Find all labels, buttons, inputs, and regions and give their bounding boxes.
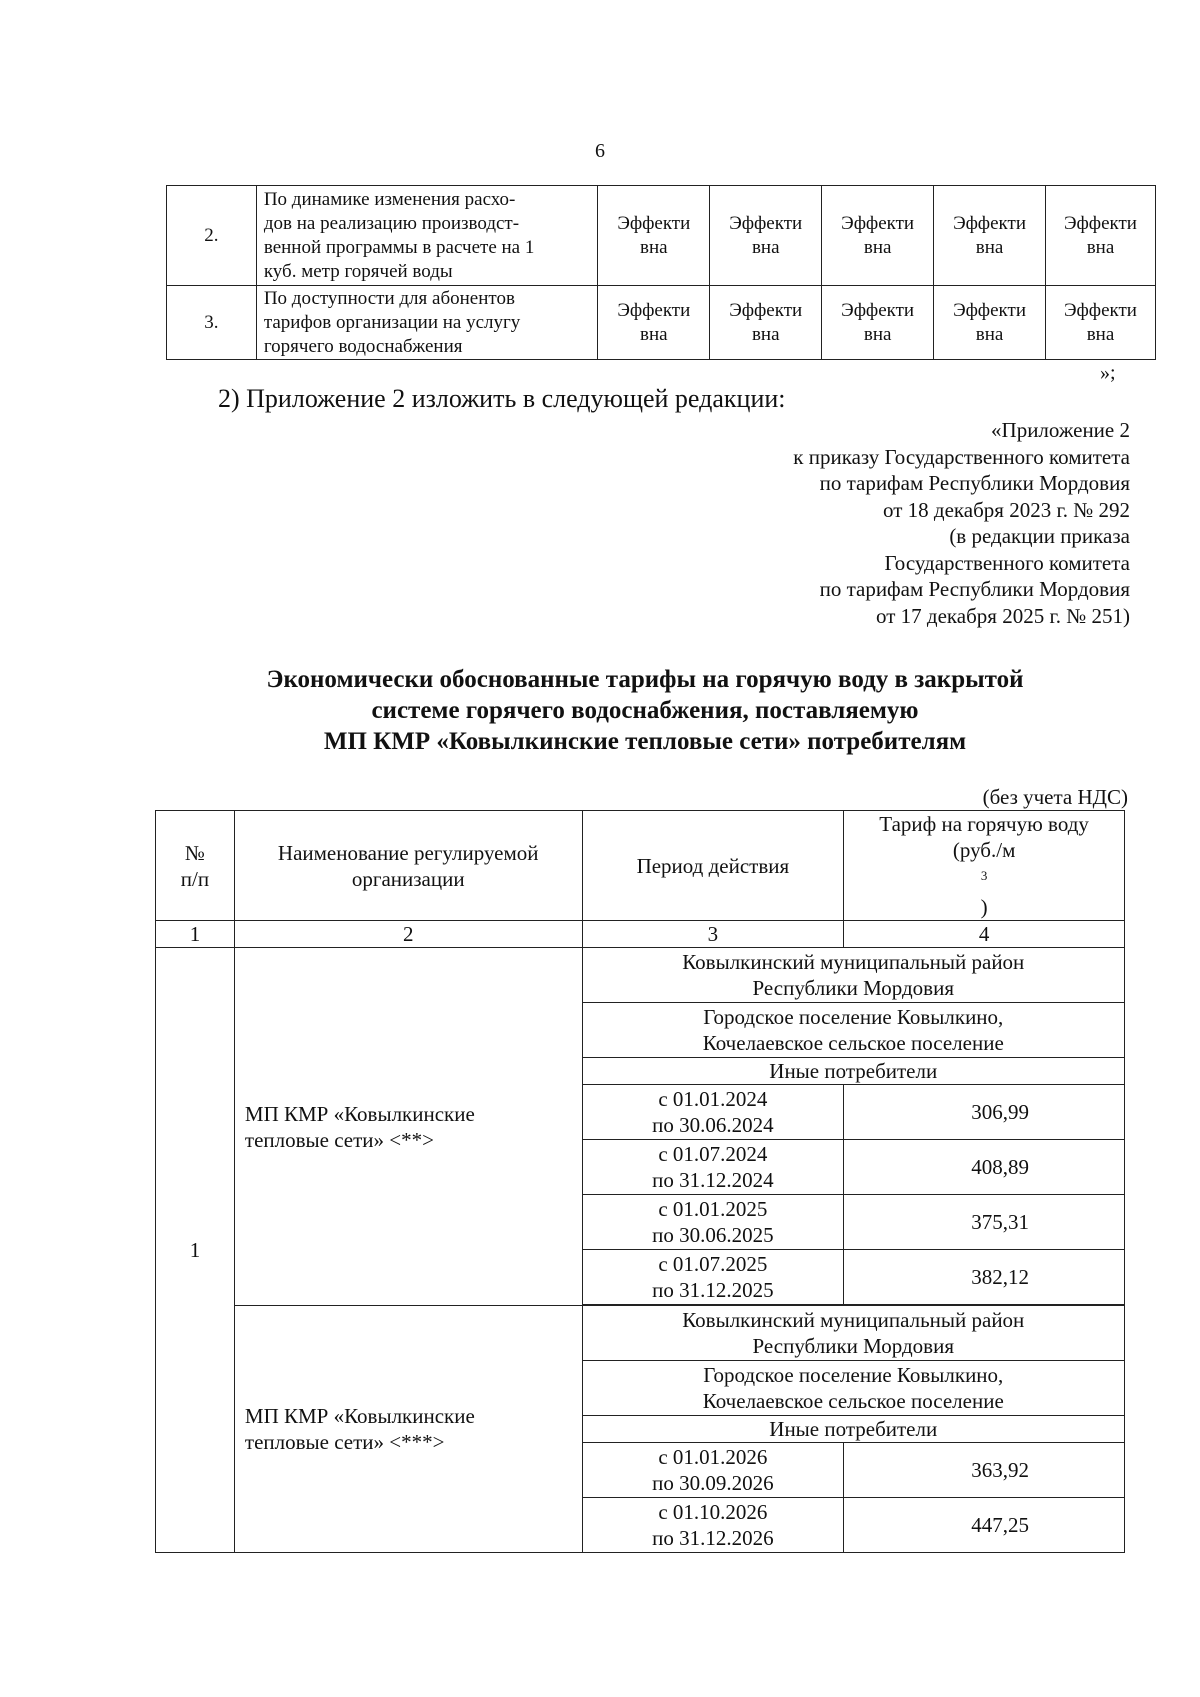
vat-note: (без учета НДС) — [982, 785, 1128, 809]
appendix-line: от 18 декабря 2023 г. № 292 — [883, 497, 1130, 522]
appendix-line: по тарифам Республики Мордовия — [819, 471, 1130, 495]
appendix-line: «Приложение 2 — [991, 418, 1130, 442]
header-row — [156, 811, 1125, 921]
org-name: МП КМР «Ковылкинские тепловые сети» <***> — [234, 1306, 582, 1553]
rating-cell: Эффекти вна — [1046, 286, 1156, 360]
tariff-value: 306,99 — [844, 1085, 1125, 1140]
criteria-text: По динамике изменения расхо- дов на реализацию производст- венной программы в расчете на 1 куб. метр горячей воды — [256, 186, 598, 286]
document-title: Экономически обоснованные тарифы на горячую воду в закрытой системе горячего водоснабжения, поставляемую МП КМР «Ковылкинские тепловые сети» потребителям — [266, 666, 1024, 755]
settlement-cell: Городское поселение Ковылкино, Кочелаевское сельское поселение — [582, 1361, 1124, 1416]
consumers-cell: Иные потребители — [582, 1058, 1124, 1085]
appendix-header — [793, 417, 1130, 629]
consumers-cell: Иные потребители — [582, 1416, 1124, 1443]
rating-cell: Эффекти вна — [934, 286, 1046, 360]
criteria-table — [166, 185, 1156, 360]
tariff-value: 363,92 — [844, 1443, 1125, 1498]
rating-cell: Эффекти вна — [822, 186, 934, 286]
criteria-num: 3. — [167, 286, 257, 360]
settlement-cell: Городское поселение Ковылкино, Кочелаевское сельское поселение — [582, 1003, 1124, 1058]
rating-cell: Эффекти вна — [710, 186, 822, 286]
header-org: Наименование регулируемой организации — [234, 811, 582, 921]
table-row — [156, 948, 1125, 1003]
tariff-value: 447,25 — [844, 1498, 1125, 1553]
appendix-line: Государственного комитета — [884, 550, 1130, 575]
appendix-line: по тарифам Республики Мордовия — [819, 577, 1130, 601]
district-cell: Ковылкинский муниципальный район Республики Мордовия — [582, 1306, 1124, 1361]
tariff-value: 375,31 — [844, 1195, 1125, 1250]
criteria-num: 2. — [167, 186, 257, 286]
org-name: МП КМР «Ковылкинские тепловые сети» <**> — [234, 948, 582, 1306]
district-cell: Ковылкинский муниципальный район Республики Мордовия — [582, 948, 1124, 1003]
rating-cell: Эффекти вна — [598, 186, 710, 286]
period-cell: с 01.01.2024 по 30.06.2024 — [582, 1085, 844, 1140]
appendix-line: к приказу Государственного комитета — [793, 444, 1130, 469]
appendix-line: (в редакции приказа — [949, 524, 1130, 548]
rating-cell: Эффекти вна — [710, 286, 822, 360]
period-cell: с 01.01.2026 по 30.09.2026 — [582, 1443, 844, 1498]
index-cell: 4 — [844, 921, 1125, 948]
header-period: Период действия — [582, 811, 844, 921]
index-cell: 3 — [582, 921, 844, 948]
closing-quote: »; — [1100, 362, 1116, 384]
rating-cell: Эффекти вна — [598, 286, 710, 360]
tariff-value: 408,89 — [844, 1140, 1125, 1195]
index-cell: 1 — [156, 921, 235, 948]
rating-cell: Эффекти вна — [1046, 186, 1156, 286]
criteria-row — [167, 186, 1156, 286]
period-cell: с 01.07.2025 по 31.12.2025 — [582, 1250, 844, 1305]
rating-cell: Эффекти вна — [934, 186, 1046, 286]
rating-cell: Эффекти вна — [822, 286, 934, 360]
amendment-paragraph: 2) Приложение 2 изложить в следующей редакции: — [218, 384, 786, 413]
tariff-table — [155, 810, 1125, 1553]
index-row — [156, 921, 1125, 948]
period-cell: с 01.10.2026 по 31.12.2026 — [582, 1498, 844, 1553]
index-cell: 2 — [234, 921, 582, 948]
header-tariff: Тариф на горячую воду (руб./м $^3$ ) — [844, 811, 1125, 921]
table-row — [156, 1306, 1125, 1361]
period-cell: с 01.07.2024 по 31.12.2024 — [582, 1140, 844, 1195]
tariff-value: 382,12 — [844, 1250, 1125, 1305]
period-cell: с 01.01.2025 по 30.06.2025 — [582, 1195, 844, 1250]
appendix-line: от 17 декабря 2025 г. № 251) — [876, 603, 1130, 628]
criteria-row — [167, 286, 1156, 360]
page-number: 6 — [595, 140, 605, 162]
header-num: № п/п — [156, 811, 235, 921]
row-number: 1 — [156, 948, 235, 1553]
criteria-text: По доступности для абонентов тарифов организации на услугу горячего водоснабжения — [256, 286, 598, 360]
